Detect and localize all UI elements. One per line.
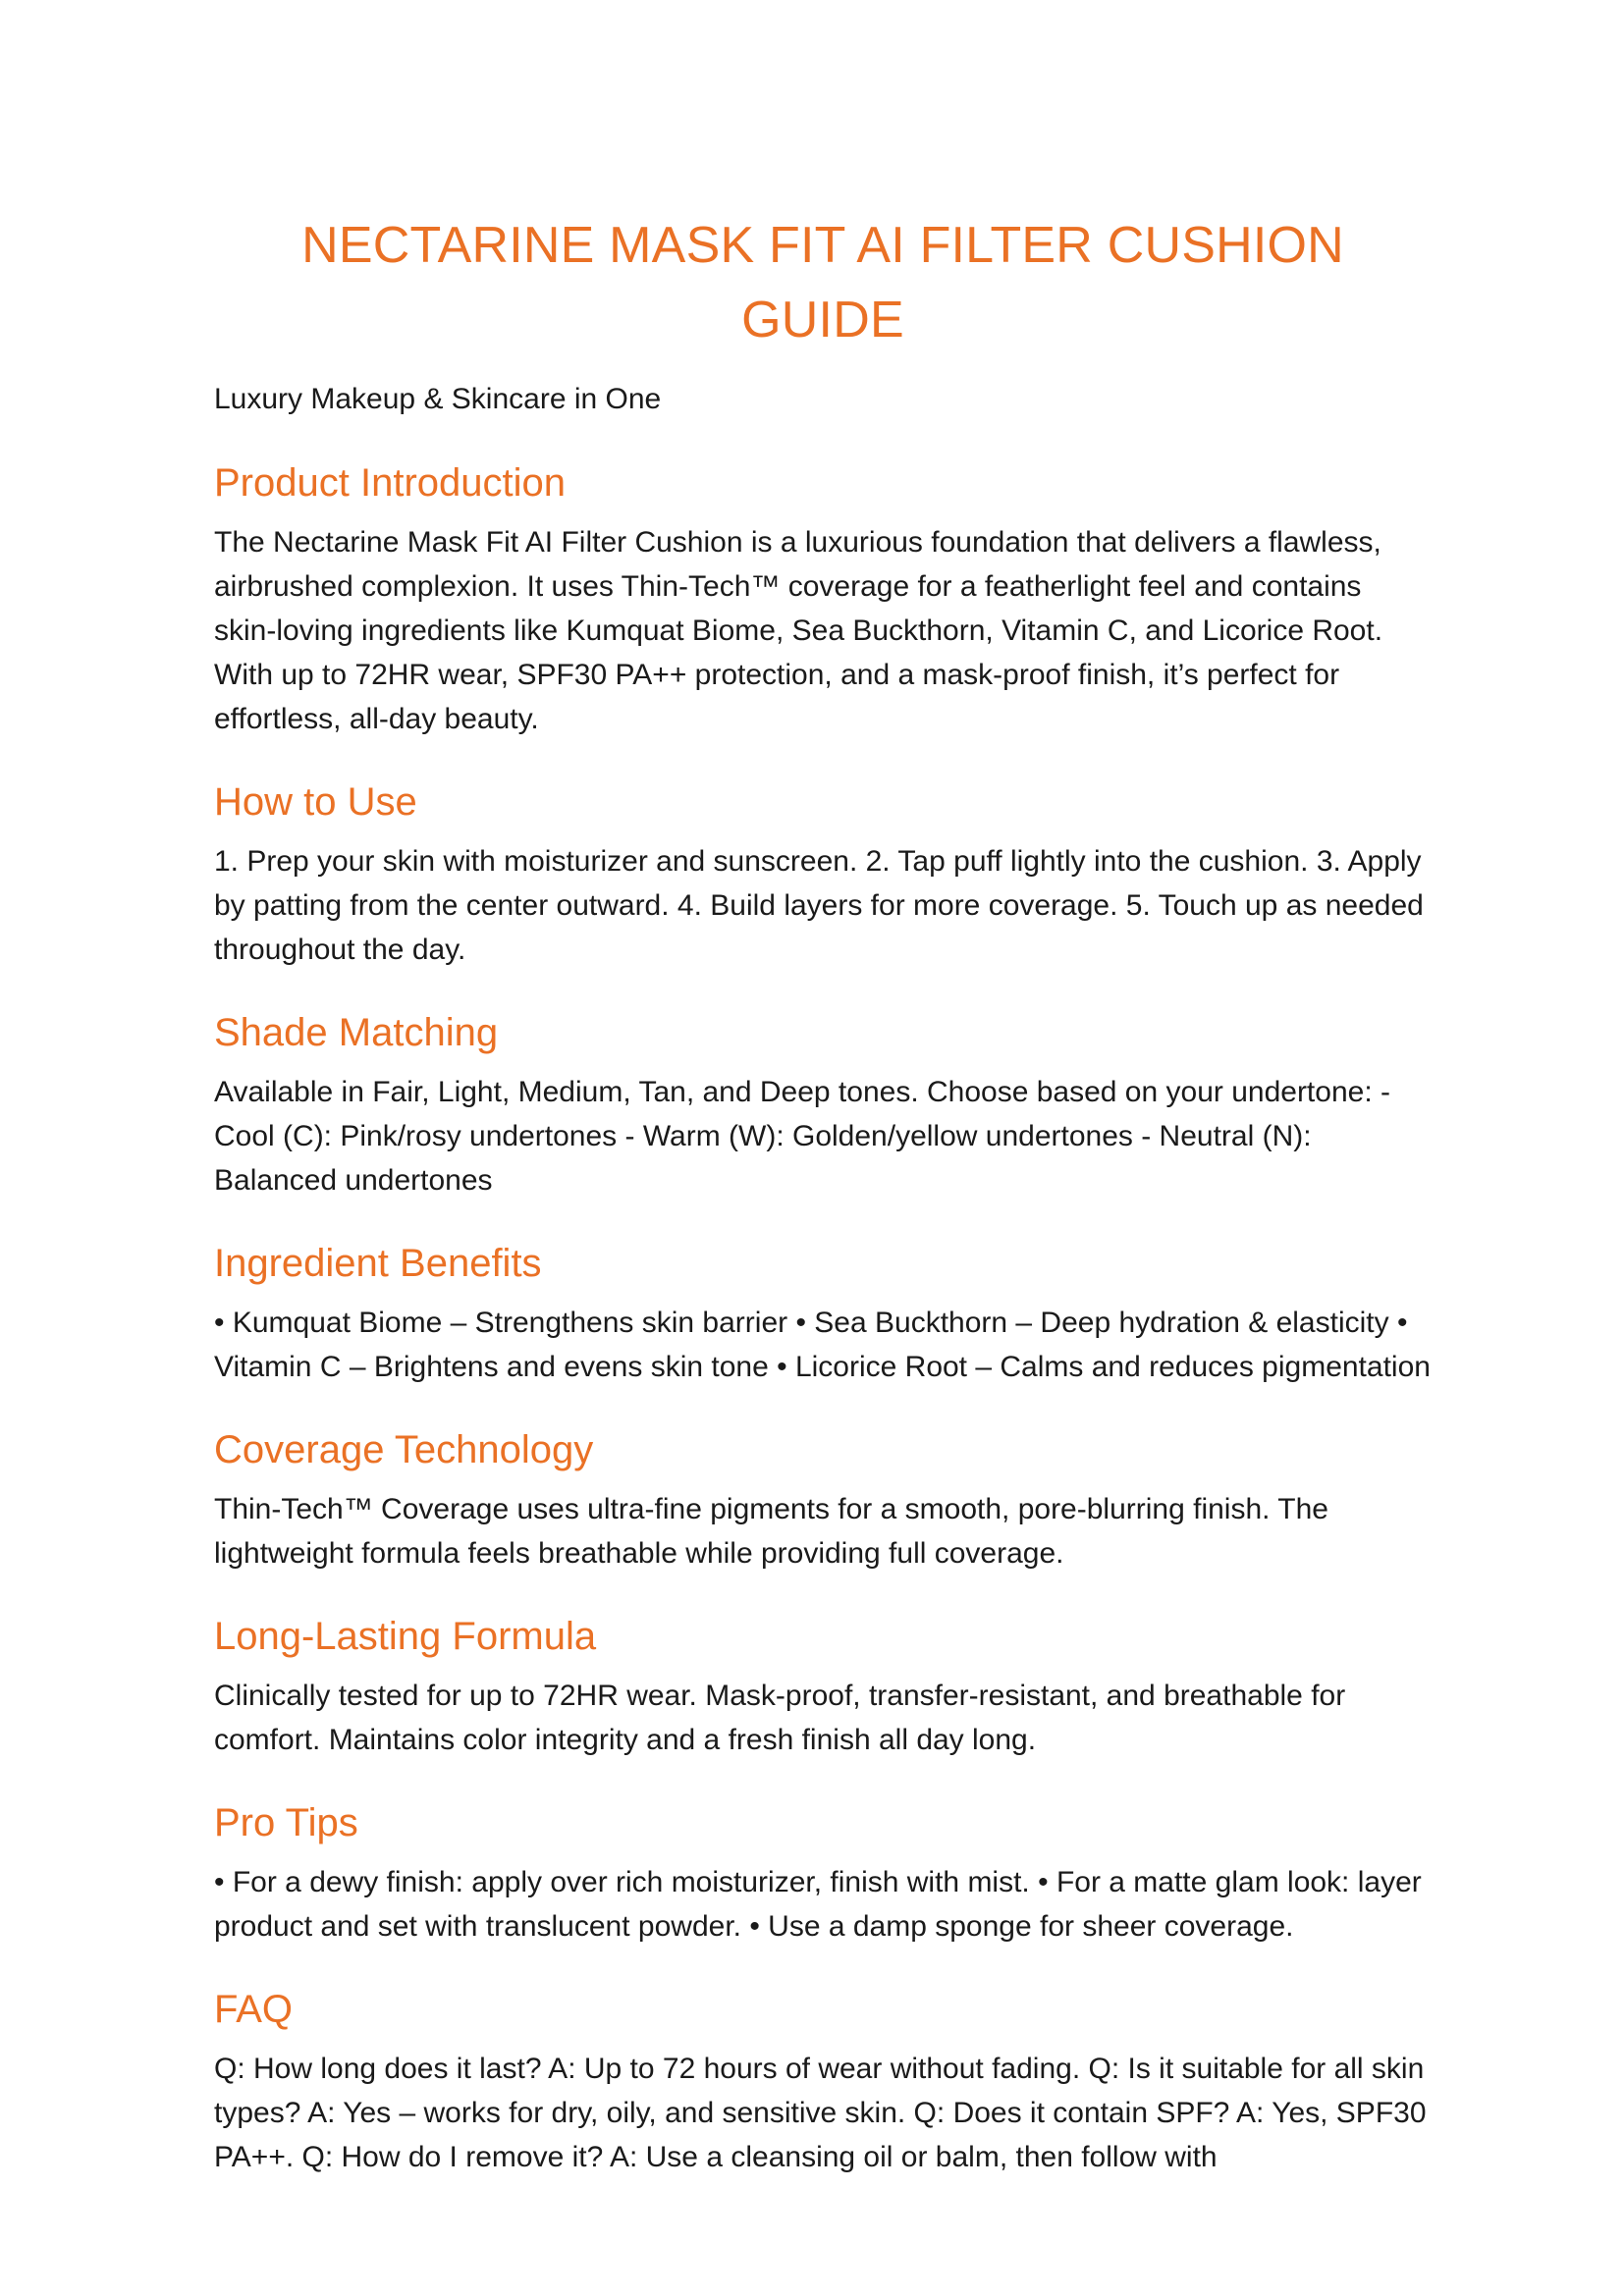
section-heading: FAQ: [214, 1988, 294, 2031]
section-body: Q: How long does it last? A: Up to 72 hours of wear without fading. Q: Is it suitable for all skin types? A: Yes – works for dry, oily, and sensitive skin. Q: Does it contain SPF? A: Yes, SPF30 PA++. Q: How do I remove it? A: Use a cleansing oil or balm, then follow with: [214, 2053, 1427, 2173]
section-pro-tips: [214, 1793, 1432, 1949]
section-body: 1. Prep your skin with moisturizer and sunscreen. 2. Tap puff lightly into the cushion. 3. Apply by patting from the center outward. 4. Build layers for more coverage. 5. Touch up as needed throughout the day.: [214, 845, 1424, 966]
document-page: [214, 208, 1432, 2179]
section-ingredient-benefits: [214, 1234, 1432, 1389]
section-long-lasting-formula: [214, 1607, 1432, 1762]
section-body: Thin-Tech™ Coverage uses ultra-fine pigments for a smooth, pore-blurring finish. The lightweight formula feels breathable while providing full coverage.: [214, 1493, 1328, 1570]
section-heading: Long-Lasting Formula: [214, 1615, 597, 1658]
section-heading: Product Introduction: [214, 461, 566, 505]
document-subtitle: Luxury Makeup & Skincare in One: [214, 383, 662, 415]
section-heading: Coverage Technology: [214, 1428, 594, 1471]
section-heading: Pro Tips: [214, 1801, 358, 1844]
section-body: Clinically tested for up to 72HR wear. Mask-proof, transfer-resistant, and breathable for comfort. Maintains color integrity and a fresh finish all day long.: [214, 1680, 1346, 1756]
section-heading: How to Use: [214, 780, 417, 824]
section-heading: Shade Matching: [214, 1011, 499, 1054]
section-body: • For a dewy finish: apply over rich moisturizer, finish with mist. • For a matte glam look: layer product and set with translucent powder. • Use a damp sponge for sheer coverage.: [214, 1866, 1422, 1943]
document-title: NECTARINE MASK FIT AI FILTER CUSHION GUIDE: [301, 217, 1344, 348]
section-body: • Kumquat Biome – Strengthens skin barrier • Sea Buckthorn – Deep hydration & elasticity • Vitamin C – Brightens and evens skin tone • Licorice Root – Calms and reduces pigmentation: [214, 1307, 1431, 1383]
section-body: Available in Fair, Light, Medium, Tan, and Deep tones. Choose based on your undertone: - Cool (C): Pink/rosy undertones - Warm (W): Golden/yellow undertones - Neutral (N): Balanced undertones: [214, 1076, 1390, 1197]
section-coverage-technology: [214, 1420, 1432, 1575]
section-shade-matching: [214, 1003, 1432, 1202]
section-body: The Nectarine Mask Fit AI Filter Cushion is a luxurious foundation that delivers a flawless, airbrushed complexion. It uses Thin-Tech™ coverage for a featherlight feel and contains skin-loving ingredients like Kumquat Biome, Sea Buckthorn, Vitamin C, and Licorice Root. With up to 72HR wear, SPF30 PA++ protection, and a mask-proof finish, it’s perfect for effortless, all-day beauty.: [214, 526, 1383, 735]
section-how-to-use: [214, 773, 1432, 972]
section-faq: [214, 1980, 1432, 2179]
section-heading: Ingredient Benefits: [214, 1242, 542, 1285]
section-product-introduction: [214, 454, 1432, 741]
